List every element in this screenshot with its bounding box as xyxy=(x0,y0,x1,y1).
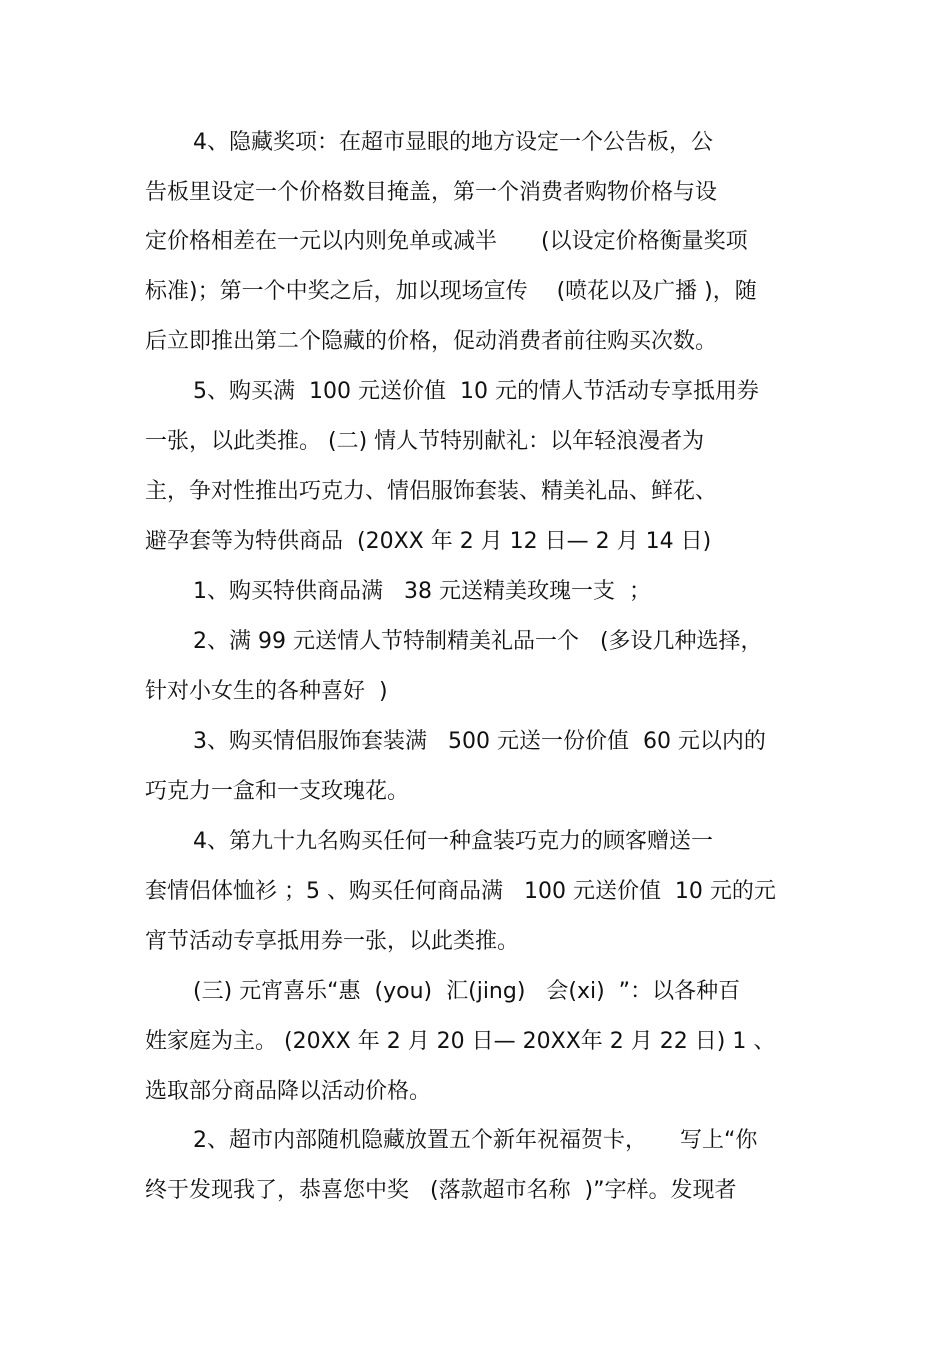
paragraph-line: 3、购买情侣服饰套装满 500 元送一份价值 60 元以内的 xyxy=(193,729,766,754)
paragraph-line: 后立即推出第二个隐藏的价格，促动消费者前往购买次数。 xyxy=(145,329,718,354)
paragraph-line: 1、购买特供商品满 38 元送精美玫瑰一支 ； xyxy=(193,579,651,604)
paragraph-line: 宵节活动专享抵用券一张，以此类推。 xyxy=(145,929,520,954)
paragraph-line: 定价格相差在一元以内则免单或减半 (以设定价格衡量奖项 xyxy=(145,229,748,254)
paragraph-line: 2、超市内部随机隐藏放置五个新年祝福贺卡， 写上“你 xyxy=(193,1128,758,1153)
paragraph-line: 标准)；第一个中奖之后，加以现场宣传 (喷花以及广播 )，随 xyxy=(145,279,757,304)
paragraph-line: 巧克力一盒和一支玫瑰花。 xyxy=(145,779,410,804)
paragraph-line: 告板里设定一个价格数目掩盖，第一个消费者购物价格与设 xyxy=(145,180,718,205)
paragraph-line: 2、满 99 元送情人节特制精美礼品一个 (多设几种选择， xyxy=(193,629,763,654)
paragraph-line: 4、隐藏奖项：在超市显眼的地方设定一个公告板，公 xyxy=(193,130,713,155)
paragraph-line: 针对小女生的各种喜好 ) xyxy=(145,679,388,704)
paragraph-line: 套情侣体恤衫 ；5 、购买任何商品满 100 元送价值 10 元的元 xyxy=(145,879,776,904)
paragraph-line: 5、购买满 100 元送价值 10 元的情人节活动专享抵用券 xyxy=(193,379,759,404)
paragraph-line: (三) 元宵喜乐“惠 (you) 汇(jing) 会(xi) ”：以各种百 xyxy=(193,979,741,1004)
paragraph-line: 选取部分商品降以活动价格。 xyxy=(145,1079,432,1104)
paragraph-line: 终于发现我了，恭喜您中奖 (落款超市名称 )”字样。发现者 xyxy=(145,1178,737,1203)
paragraph-line: 姓家庭为主。 (20XX 年 2 月 20 日— 20XX年 2 月 22 日) 1 、 xyxy=(145,1029,776,1054)
paragraph-line: 一张，以此类推。 (二) 情人节特别献礼：以年轻浪漫者为 xyxy=(145,429,705,454)
paragraph-line: 主，争对性推出巧克力、情侣服饰套装、精美礼品、鲜花、 xyxy=(145,479,718,504)
paragraph-line: 4、第九十九名购买任何一种盒装巧克力的顾客赠送一 xyxy=(193,829,713,854)
paragraph-line: 避孕套等为特供商品 (20XX 年 2 月 12 日— 2 月 14 日) xyxy=(145,529,712,554)
